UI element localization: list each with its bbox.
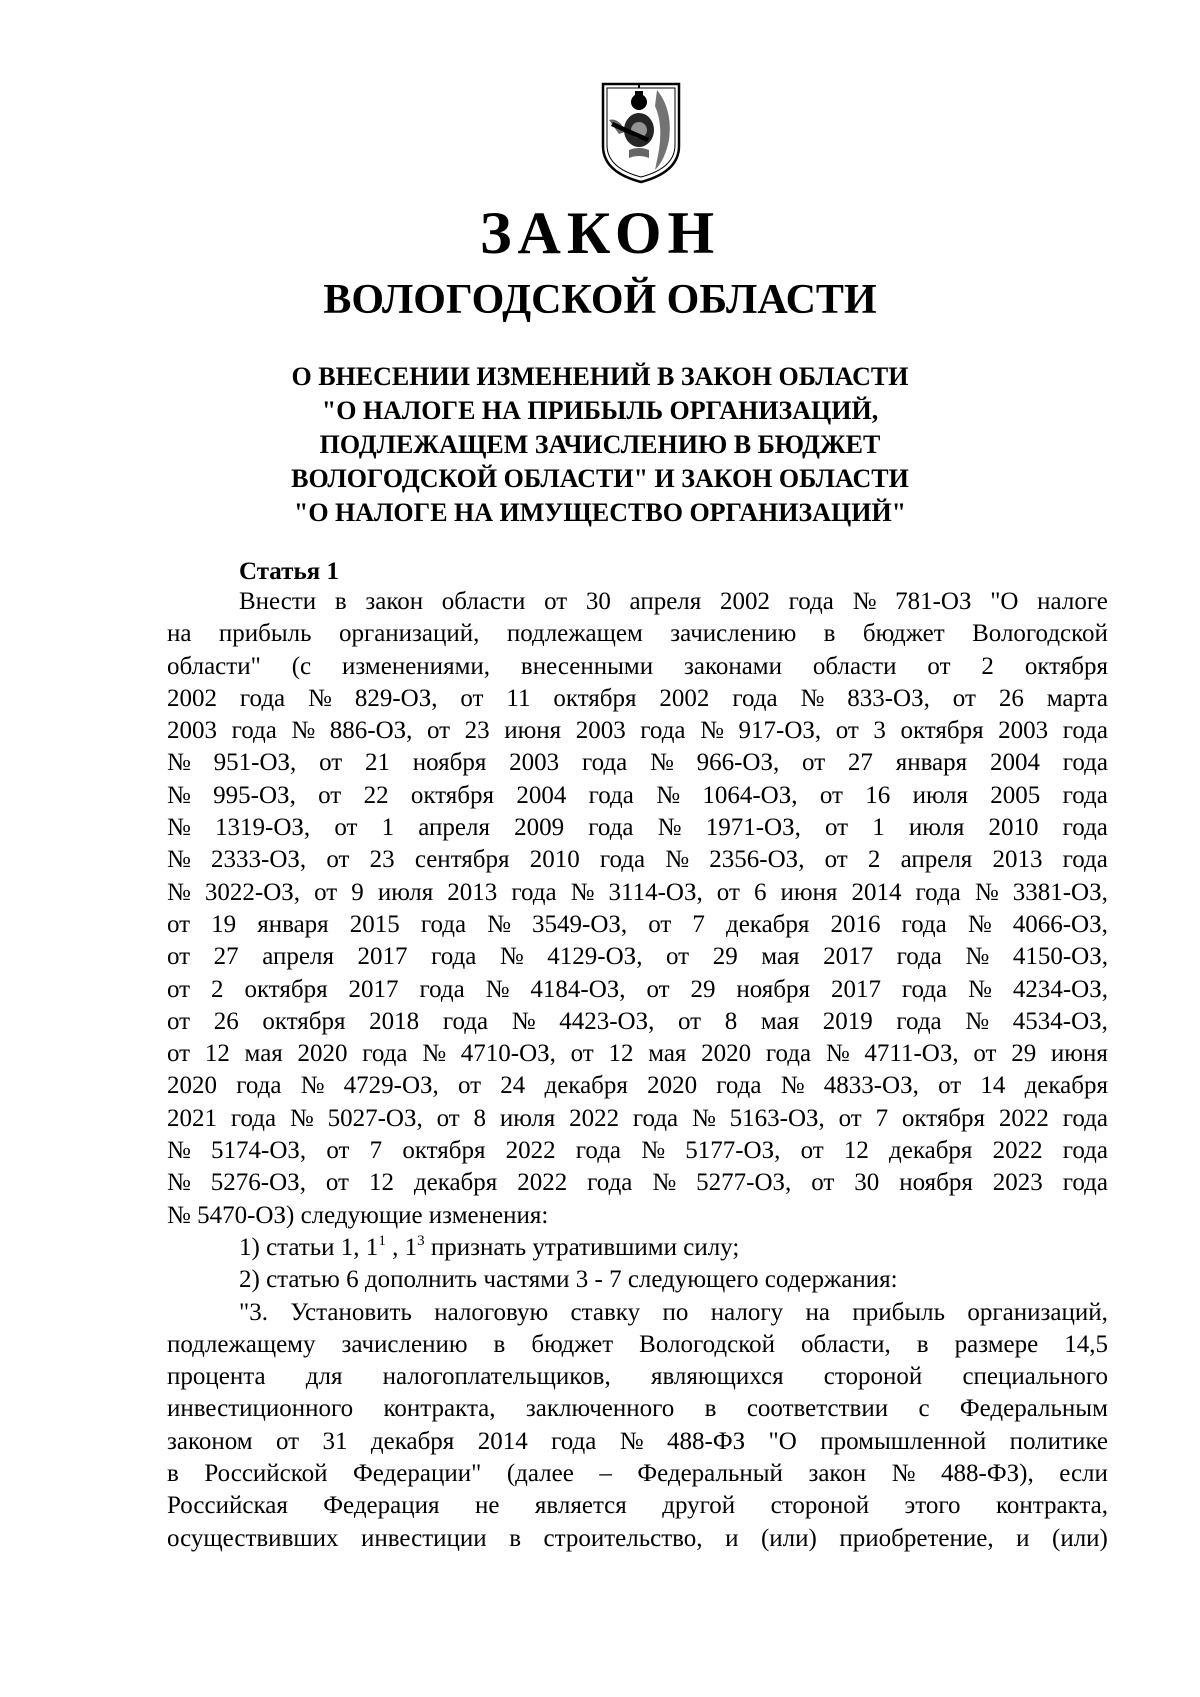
body-line: 2020 года № 4729-ОЗ, от 24 декабря 2020 года № 4833-ОЗ, от 14 декабря <box>167 1072 1108 1100</box>
quote-line: подлежащему зачислению в бюджет Вологодской области, в размере 14,5 <box>167 1330 1108 1358</box>
body-line: от 27 апреля 2017 года № 4129-ОЗ, от 29 мая 2017 года № 4150-ОЗ, <box>167 943 1108 971</box>
body-line: от 12 мая 2020 года № 4710-ОЗ, от 12 мая 2020 года № 4711-ОЗ, от 29 июня <box>167 1040 1108 1068</box>
item-text: 1) статьи 1, 1 <box>239 1233 379 1261</box>
subject-line: "О НАЛОГЕ НА ИМУЩЕСТВО ОРГАНИЗАЦИЙ" <box>293 498 907 527</box>
body-line: от 2 октября 2017 года № 4184-ОЗ, от 29 ноября 2017 года № 4234-ОЗ, <box>167 975 1108 1003</box>
subject-line: О ВНЕСЕНИИ ИЗМЕНЕНИЙ В ЗАКОН ОБЛАСТИ <box>291 362 909 391</box>
subject-line: "О НАЛОГЕ НА ПРИБЫЛЬ ОРГАНИЗАЦИЙ, <box>321 396 879 425</box>
body-line: № 951-ОЗ, от 21 ноября 2003 года № 966-ОЗ, от 27 января 2004 года <box>167 749 1108 777</box>
body-line: № 3022-ОЗ, от 9 июля 2013 года № 3114-ОЗ, от 6 июня 2014 года № 3381-ОЗ, <box>167 878 1108 906</box>
quote-line: в Российской Федерации" (далее – Федеральный закон № 488-ФЗ), если <box>167 1460 1108 1488</box>
quote-line: осуществивших инвестиции в строительство, и (или) приобретение, и (или) <box>167 1524 1108 1552</box>
body-line: 2002 года № 829-ОЗ, от 11 октября 2002 года № 833-ОЗ, от 26 марта <box>167 684 1108 712</box>
body-line: № 1319-ОЗ, от 1 апреля 2009 года № 1971-ОЗ, от 1 июля 2010 года <box>167 814 1108 842</box>
item-text: , 1 <box>385 1233 418 1261</box>
superscript: 1 <box>378 1232 386 1249</box>
law-subject <box>0 360 1200 530</box>
body-line: № 995-ОЗ, от 22 октября 2004 года № 1064-ОЗ, от 16 июля 2005 года <box>167 781 1108 809</box>
body-line: на прибыль организаций, подлежащем зачислению в бюджет Вологодской <box>167 620 1108 648</box>
subject-line: ВОЛОГОДСКОЙ ОБЛАСТИ" И ЗАКОН ОБЛАСТИ <box>291 464 909 493</box>
body-line: области" (с изменениями, внесенными законами области от 2 октября <box>167 652 1108 680</box>
body-line: 2003 года № 886-ОЗ, от 23 июня 2003 года № 917-ОЗ, от 3 октября 2003 года <box>167 717 1108 745</box>
quote-line: процента для налогоплательщиков, являющихся стороной специального <box>167 1363 1108 1391</box>
vologda-coat-of-arms-icon <box>599 80 683 186</box>
list-item-2: 2) статью 6 дополнить частями 3 - 7 следующего содержания: <box>239 1266 898 1294</box>
document-region: ВОЛОГОДСКОЙ ОБЛАСТИ <box>323 277 877 323</box>
subject-line: ПОДЛЕЖАЩЕМ ЗАЧИСЛЕНИЮ В БЮДЖЕТ <box>319 430 881 459</box>
body-line: 2021 года № 5027-ОЗ, от 8 июля 2022 года № 5163-ОЗ, от 7 октября 2022 года <box>167 1104 1108 1132</box>
body-line: № 5174-ОЗ, от 7 октября 2022 года № 5177-ОЗ, от 12 декабря 2022 года <box>167 1137 1108 1165</box>
quote-line: "3. Установить налоговую ставку по налогу на прибыль организаций, <box>239 1298 1108 1326</box>
item-text: признать утратившими силу; <box>424 1233 740 1261</box>
article-heading: Статья 1 <box>239 558 339 585</box>
body-line: от 26 октября 2018 года № 4423-ОЗ, от 8 мая 2019 года № 4534-ОЗ, <box>167 1007 1108 1035</box>
body-line: № 2333-ОЗ, от 23 сентября 2010 года № 2356-ОЗ, от 2 апреля 2013 года <box>167 846 1108 874</box>
article-body <box>167 586 1108 1555</box>
body-line: Внести в закон области от 30 апреля 2002 года № 781-ОЗ "О налоге <box>239 588 1108 615</box>
body-line: № 5276-ОЗ, от 12 декабря 2022 года № 5277-ОЗ, от 30 ноября 2023 года <box>167 1169 1108 1197</box>
quote-line: законом от 31 декабря 2014 года № 488-ФЗ "О промышленной политике <box>167 1427 1108 1455</box>
body-line: от 19 января 2015 года № 3549-ОЗ, от 7 декабря 2016 года № 4066-ОЗ, <box>167 910 1108 938</box>
document-title: ЗАКОН <box>479 200 721 266</box>
list-item-1 <box>167 1232 1108 1264</box>
quote-line: Российская Федерация не является другой стороной этого контракта, <box>167 1492 1108 1520</box>
body-line: № 5470-ОЗ) следующие изменения: <box>167 1201 549 1229</box>
superscript: 3 <box>417 1232 425 1249</box>
quote-line: инвестиционного контракта, заключенного в соответствии с Федеральным <box>167 1395 1108 1423</box>
